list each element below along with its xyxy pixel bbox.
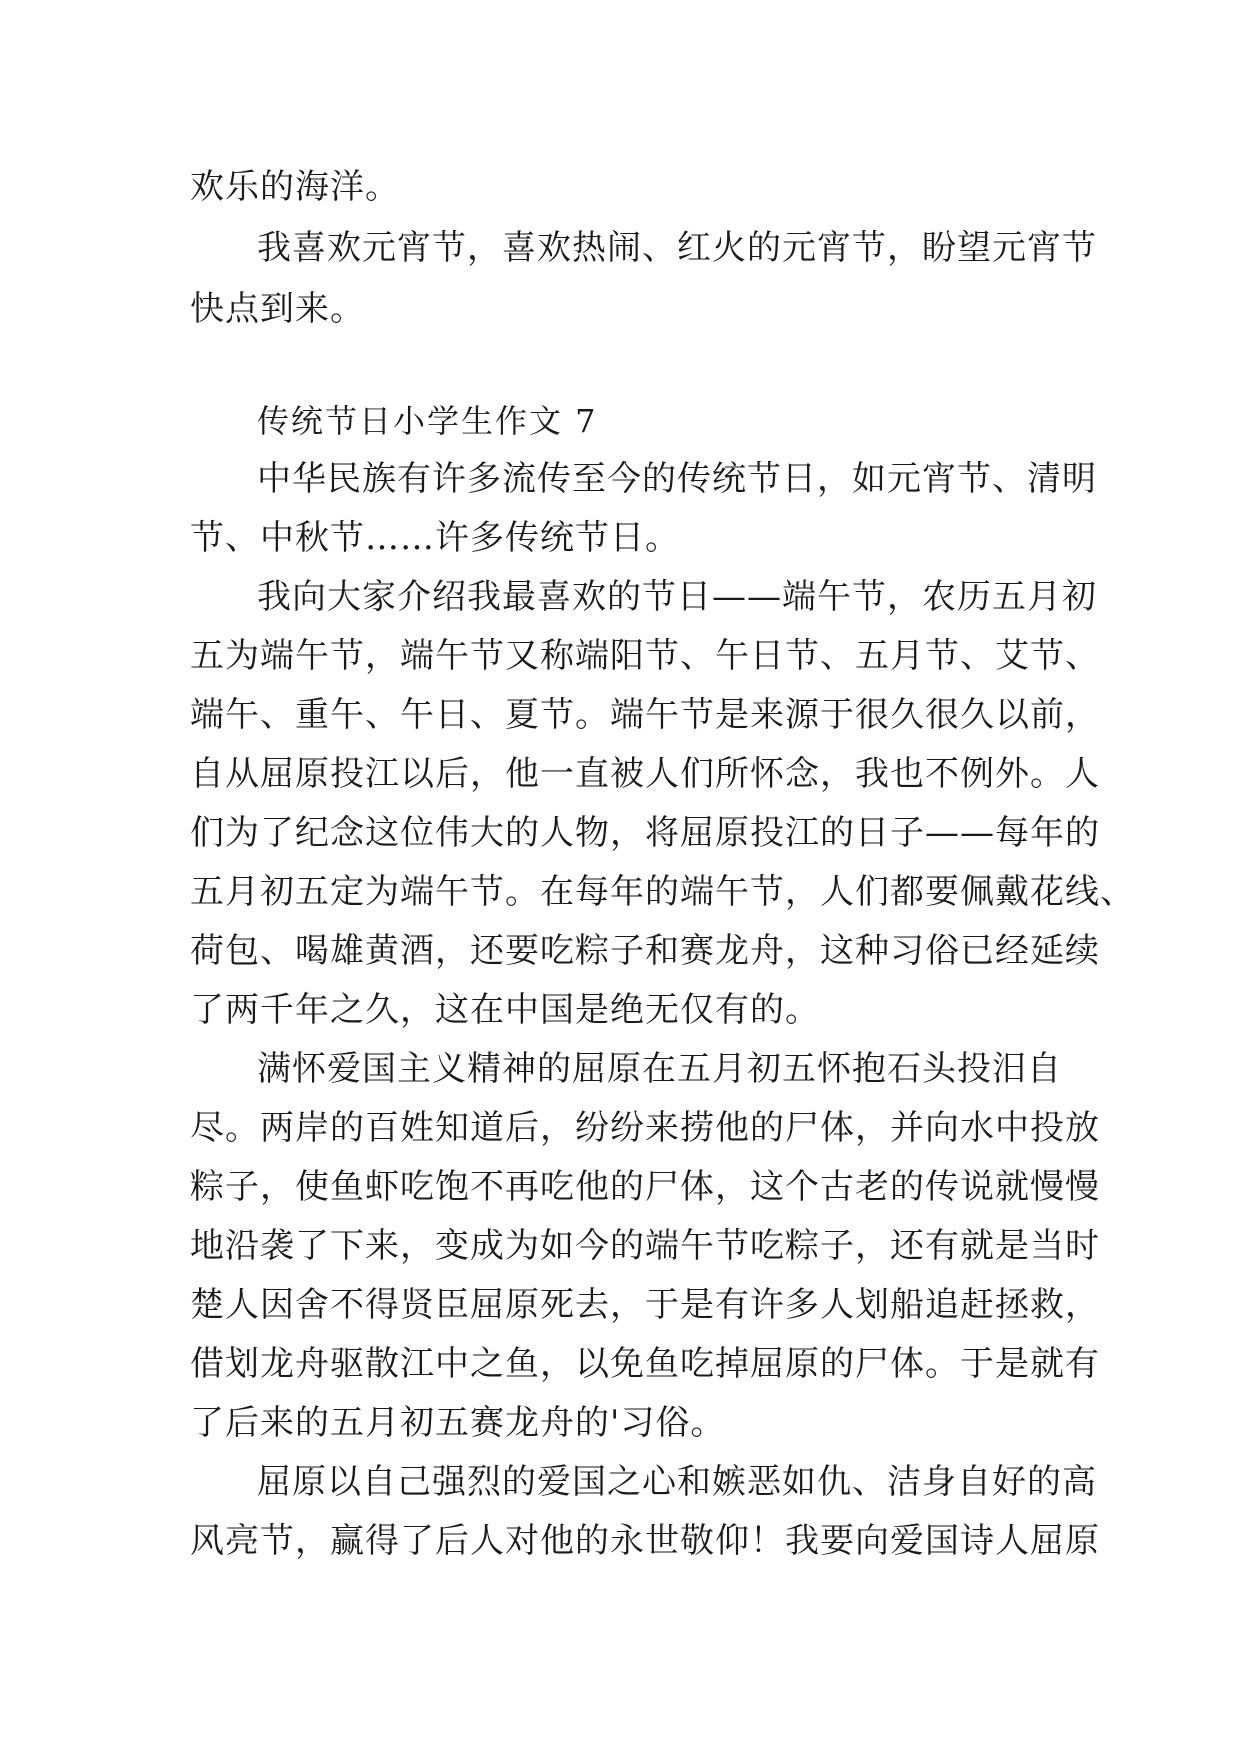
- text-line: 我向大家介绍我最喜欢的节日——端午节，农历五月初: [257, 577, 1097, 617]
- text-line: 了两千年之久，这在中国是绝无仅有的。: [190, 990, 820, 1030]
- text-line: 快点到来。: [190, 289, 365, 329]
- section-heading: 传统节日小学生作文 7: [257, 402, 598, 440]
- text-line: 楚人因舍不得贤臣屈原死去，于是有许多人划船追赶拯救，: [190, 1285, 1100, 1325]
- text-line: 自从屈原投江以后，他一直被人们所怀念，我也不例外。人: [190, 754, 1100, 794]
- text-line: 屈原以自己强烈的爱国之心和嫉恶如仇、洁身自好的高: [257, 1462, 1097, 1502]
- text-line: 了后来的五月初五赛龙舟的'习俗。: [190, 1403, 726, 1443]
- text-line: 们为了纪念这位伟大的人物，将屈原投江的日子——每年的: [190, 813, 1100, 853]
- text-line: 欢乐的海洋。: [190, 167, 400, 207]
- text-line: 地沿袭了下来，变成为如今的端午节吃粽子，还有就是当时: [190, 1226, 1100, 1266]
- text-line: 中华民族有许多流传至今的传统节日，如元宵节、清明: [257, 459, 1097, 499]
- text-line: 尽。两岸的百姓知道后，纷纷来捞他的尸体，并向水中投放: [190, 1108, 1100, 1148]
- text-line: 节、中秋节……许多传统节日。: [190, 518, 680, 558]
- text-line: 荷包、喝雄黄酒，还要吃粽子和赛龙舟，这种习俗已经延续: [190, 931, 1100, 971]
- text-line: 我喜欢元宵节，喜欢热闹、红火的元宵节，盼望元宵节: [257, 228, 1097, 268]
- text-line: 粽子，使鱼虾吃饱不再吃他的尸体，这个古老的传说就慢慢: [190, 1167, 1100, 1207]
- text-line: 风亮节，赢得了后人对他的永世敬仰！我要向爱国诗人屈原: [190, 1521, 1100, 1561]
- text-line: 五月初五定为端午节。在每年的端午节，人们都要佩戴花线、: [190, 872, 1135, 912]
- text-line: 借划龙舟驱散江中之鱼，以免鱼吃掉屈原的尸体。于是就有: [190, 1344, 1100, 1384]
- text-line: 五为端午节，端午节又称端阳节、午日节、五月节、艾节、: [190, 636, 1100, 676]
- text-line: 满怀爱国主义精神的屈原在五月初五怀抱石头投汨自: [257, 1049, 1062, 1089]
- text-line: 端午、重午、午日、夏节。端午节是来源于很久很久以前，: [190, 695, 1100, 735]
